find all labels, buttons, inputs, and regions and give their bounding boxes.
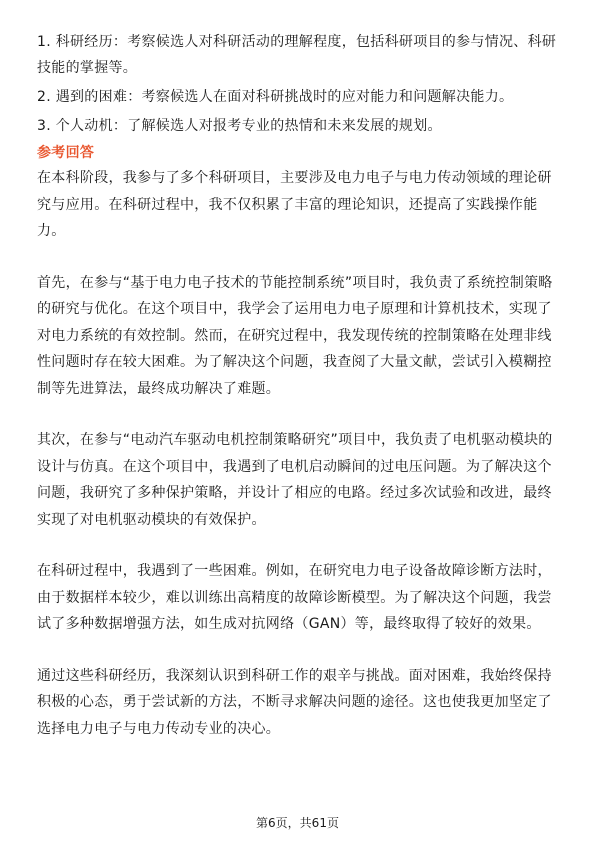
answer-paragraph: 在科研过程中，我遇到了一些困难。例如，在研究电力电子设备故障诊断方法时，由于数据样本较少，难以训练出高精度的故障诊断模型。为了解决这个问题，我尝试了多种数据增强方法，如生成对抗网络（GAN）等，最终取得了较好的效果。: [37, 563, 552, 632]
answer-paragraph: 在本科阶段，我参与了多个科研项目，主要涉及电力电子与电力传动领域的理论研究与应用。在科研过程中，我不仅积累了丰富的理论知识，还提高了实践操作能力。: [37, 170, 552, 239]
page-content: [37, 29, 563, 742]
list-item: 2. 遇到的困难：考察候选人在面对科研挑战时的应对能力和问题解决能力。: [37, 89, 514, 105]
answer-paragraph: 通过这些科研经历，我深刻认识到科研工作的艰辛与挑战。面对困难，我始终保持积极的心态，勇于尝试新的方法，不断寻求解决问题的途径。这也使我更加坚定了选择电力电子与电力传动专业的决心。: [37, 667, 552, 737]
list-item: 3. 个人动机：了解候选人对报考专业的热情和未来发展的规划。: [37, 118, 442, 134]
evaluation-criteria-list: [37, 29, 563, 139]
answer-paragraph: 其次，在参与“电动汽车驱动电机控制策略研究”项目中，我负责了电机驱动模块的设计与仿真。在这个项目中，我遇到了电机启动瞬间的过电压问题。为了解决这个问题，我研究了多种保护策略，并设计了相应的电路。经过多次试验和改进，最终实现了对电机驱动模块的有效保护。: [37, 432, 553, 528]
page-number-footer: 第6页，共61页: [256, 816, 339, 830]
answer-heading: 参考回答: [37, 145, 95, 161]
list-item: 1. 科研经历：考察候选人对科研活动的理解程度，包括科研项目的参与情况、科研技能的掌握等。: [37, 34, 557, 76]
answer-paragraph: 首先，在参与“基于电力电子技术的节能控制系统”项目时，我负责了系统控制策略的研究与优化。在这个项目中，我学会了运用电力电子原理和计算机技术，实现了对电力系统的有效控制。然而，在研究过程中，我发现传统的控制策略在处理非线性问题时存在较大困难。为了解决这个问题，我查阅了大量文献，尝试引入模糊控制等先进算法，最终成功解决了难题。: [37, 274, 553, 397]
